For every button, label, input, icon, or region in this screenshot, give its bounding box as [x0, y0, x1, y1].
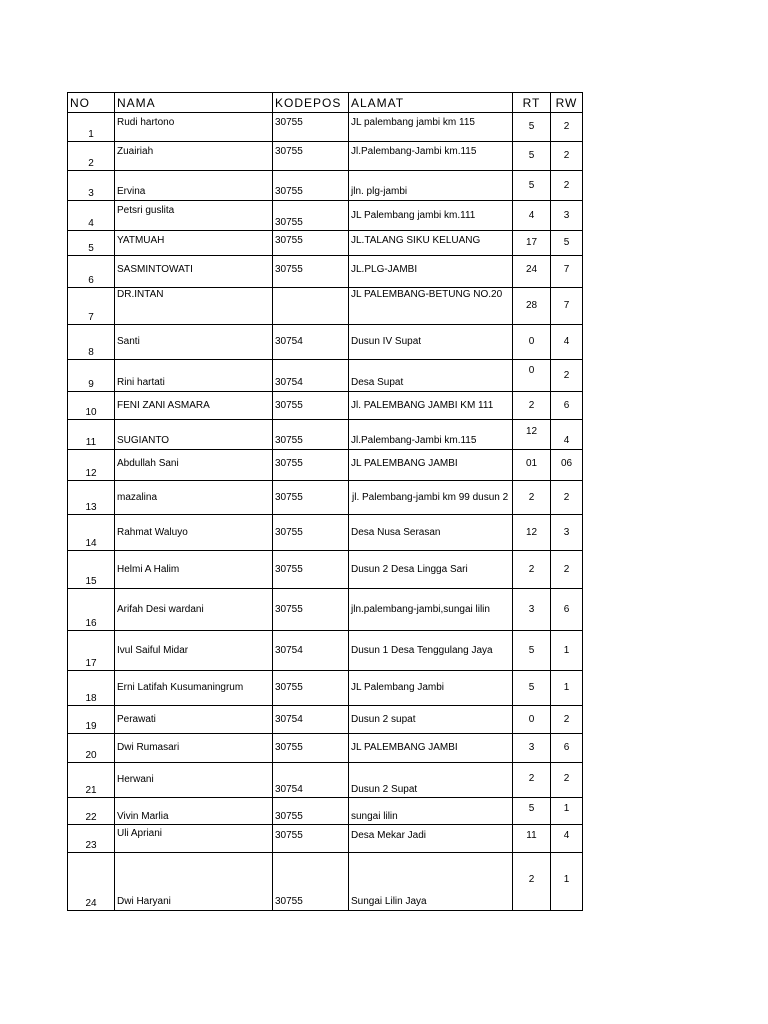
- cell-no: 9: [68, 360, 115, 392]
- cell-kodepos: 30755: [273, 256, 349, 288]
- cell-alamat: Desa Nusa Serasan: [349, 515, 513, 551]
- table-row: [68, 481, 583, 515]
- cell-kodepos: 30754: [273, 325, 349, 360]
- table-row: [68, 420, 583, 450]
- cell-rt: 5: [513, 798, 551, 825]
- cell-kodepos: 30754: [273, 763, 349, 798]
- cell-nama: Dwi Rumasari: [115, 734, 273, 763]
- cell-rw: 2: [551, 763, 583, 798]
- cell-alamat: JL PALEMBANG-BETUNG NO.20: [349, 288, 513, 325]
- cell-rw: 6: [551, 589, 583, 631]
- table-row: [68, 201, 583, 231]
- table-row: [68, 450, 583, 481]
- cell-rt: 28: [513, 288, 551, 325]
- cell-rt: 11: [513, 825, 551, 853]
- cell-alamat: Dusun 2 Desa Lingga Sari: [349, 551, 513, 589]
- table-row: [68, 825, 583, 853]
- table-row: [68, 551, 583, 589]
- cell-rt: 17: [513, 231, 551, 256]
- cell-rt: 0: [513, 706, 551, 734]
- cell-kodepos: 30755: [273, 589, 349, 631]
- cell-alamat: JL palembang jambi km 115: [349, 113, 513, 142]
- cell-alamat: Jl. PALEMBANG JAMBI KM 111: [349, 392, 513, 420]
- cell-nama: Herwani: [115, 763, 273, 798]
- cell-kodepos: 30755: [273, 392, 349, 420]
- cell-kodepos: 30755: [273, 853, 349, 911]
- table-row: [68, 798, 583, 825]
- cell-nama: Vivin Marlia: [115, 798, 273, 825]
- cell-no: 23: [68, 825, 115, 853]
- header-nama: NAMA: [115, 93, 273, 113]
- cell-rt: 5: [513, 631, 551, 671]
- table-row: [68, 360, 583, 392]
- cell-kodepos: 30755: [273, 798, 349, 825]
- table-row: [68, 231, 583, 256]
- cell-no: 10: [68, 392, 115, 420]
- cell-rw: 3: [551, 201, 583, 231]
- cell-rw: 3: [551, 515, 583, 551]
- cell-no: 3: [68, 171, 115, 201]
- cell-rw: 1: [551, 631, 583, 671]
- cell-nama: mazalina: [115, 481, 273, 515]
- cell-rt: 3: [513, 589, 551, 631]
- cell-nama: DR.INTAN: [115, 288, 273, 325]
- cell-kodepos: 30755: [273, 515, 349, 551]
- cell-no: 15: [68, 551, 115, 589]
- cell-alamat: Sungai Lilin Jaya: [349, 853, 513, 911]
- cell-alamat: jln.palembang-jambi,sungai lilin: [349, 589, 513, 631]
- cell-nama: Erni Latifah Kusumaningrum: [115, 671, 273, 706]
- cell-rw: 7: [551, 256, 583, 288]
- cell-nama: Santi: [115, 325, 273, 360]
- cell-kodepos: 30755: [273, 201, 349, 231]
- table-row: [68, 706, 583, 734]
- cell-rt: 2: [513, 853, 551, 911]
- cell-rw: 6: [551, 392, 583, 420]
- cell-kodepos: 30754: [273, 631, 349, 671]
- cell-rt: 01: [513, 450, 551, 481]
- cell-rt: 0: [513, 360, 551, 392]
- table-row: [68, 325, 583, 360]
- cell-rt: 5: [513, 142, 551, 171]
- cell-rt: 5: [513, 171, 551, 201]
- cell-no: 6: [68, 256, 115, 288]
- header-rw: RW: [551, 93, 583, 113]
- cell-rw: 4: [551, 325, 583, 360]
- cell-alamat: jln. plg-jambi: [349, 171, 513, 201]
- table-row: [68, 256, 583, 288]
- cell-no: 22: [68, 798, 115, 825]
- cell-rw: 1: [551, 853, 583, 911]
- cell-rw: 2: [551, 360, 583, 392]
- cell-nama: FENI ZANI ASMARA: [115, 392, 273, 420]
- cell-kodepos: 30755: [273, 825, 349, 853]
- cell-rw: 4: [551, 825, 583, 853]
- cell-nama: Rini hartati: [115, 360, 273, 392]
- cell-kodepos: 30754: [273, 706, 349, 734]
- cell-no: 13: [68, 481, 115, 515]
- table-row: [68, 392, 583, 420]
- cell-alamat: Desa Supat: [349, 360, 513, 392]
- cell-rt: 2: [513, 551, 551, 589]
- cell-nama: SASMINTOWATI: [115, 256, 273, 288]
- table-row: [68, 515, 583, 551]
- cell-alamat: Jl.Palembang-Jambi km.115: [349, 420, 513, 450]
- table-row: [68, 288, 583, 325]
- cell-nama: Zuairiah: [115, 142, 273, 171]
- table-row: [68, 171, 583, 201]
- cell-rw: 2: [551, 171, 583, 201]
- cell-alamat: JL Palembang jambi km.111: [349, 201, 513, 231]
- cell-rt: 2: [513, 481, 551, 515]
- cell-nama: Uli Apriani: [115, 825, 273, 853]
- header-row: [68, 93, 583, 113]
- table-row: [68, 671, 583, 706]
- cell-no: 7: [68, 288, 115, 325]
- cell-kodepos: [273, 288, 349, 325]
- cell-nama: Helmi A Halim: [115, 551, 273, 589]
- cell-nama: Arifah Desi wardani: [115, 589, 273, 631]
- cell-nama: Ivul Saiful Midar: [115, 631, 273, 671]
- cell-nama: Perawati: [115, 706, 273, 734]
- cell-rw: 6: [551, 734, 583, 763]
- cell-nama: YATMUAH: [115, 231, 273, 256]
- header-rt: RT: [513, 93, 551, 113]
- cell-rw: 2: [551, 551, 583, 589]
- cell-kodepos: 30755: [273, 481, 349, 515]
- cell-rw: 2: [551, 113, 583, 142]
- cell-no: 14: [68, 515, 115, 551]
- cell-no: 19: [68, 706, 115, 734]
- cell-rw: 2: [551, 142, 583, 171]
- cell-rt: 24: [513, 256, 551, 288]
- cell-rw: 1: [551, 671, 583, 706]
- cell-rt: 2: [513, 392, 551, 420]
- cell-alamat: JL.TALANG SIKU KELUANG: [349, 231, 513, 256]
- cell-nama: Petsri guslita: [115, 201, 273, 231]
- table-row: [68, 113, 583, 142]
- cell-nama: Ervina: [115, 171, 273, 201]
- cell-alamat: jl. Palembang-jambi km 99 dusun 2: [349, 481, 513, 515]
- cell-no: 8: [68, 325, 115, 360]
- cell-kodepos: 30755: [273, 171, 349, 201]
- cell-alamat: JL PALEMBANG JAMBI: [349, 450, 513, 481]
- header-kodepos: KODEPOS: [273, 93, 349, 113]
- cell-alamat: sungai lilin: [349, 798, 513, 825]
- cell-kodepos: 30755: [273, 450, 349, 481]
- cell-kodepos: 30755: [273, 420, 349, 450]
- cell-no: 17: [68, 631, 115, 671]
- cell-no: 2: [68, 142, 115, 171]
- cell-rw: 1: [551, 798, 583, 825]
- table-row: [68, 853, 583, 911]
- cell-alamat: Jl.Palembang-Jambi km.115: [349, 142, 513, 171]
- cell-kodepos: 30755: [273, 142, 349, 171]
- cell-rw: 2: [551, 481, 583, 515]
- table-row: [68, 763, 583, 798]
- cell-rt: 5: [513, 113, 551, 142]
- cell-rt: 5: [513, 671, 551, 706]
- cell-no: 20: [68, 734, 115, 763]
- table-row: [68, 631, 583, 671]
- cell-no: 24: [68, 853, 115, 911]
- cell-rt: 0: [513, 325, 551, 360]
- cell-nama: Rahmat Waluyo: [115, 515, 273, 551]
- cell-alamat: JL PALEMBANG JAMBI: [349, 734, 513, 763]
- cell-alamat: Dusun 2 Supat: [349, 763, 513, 798]
- header-no: NO: [68, 93, 115, 113]
- cell-alamat: Desa Mekar Jadi: [349, 825, 513, 853]
- cell-rt: 12: [513, 420, 551, 450]
- table-row: [68, 589, 583, 631]
- cell-rw: 4: [551, 420, 583, 450]
- cell-alamat: Dusun 1 Desa Tenggulang Jaya: [349, 631, 513, 671]
- cell-no: 18: [68, 671, 115, 706]
- cell-alamat: JL Palembang Jambi: [349, 671, 513, 706]
- cell-nama: SUGIANTO: [115, 420, 273, 450]
- cell-kodepos: 30754: [273, 360, 349, 392]
- cell-rw: 2: [551, 706, 583, 734]
- cell-no: 21: [68, 763, 115, 798]
- cell-nama: Dwi Haryani: [115, 853, 273, 911]
- cell-rw: 5: [551, 231, 583, 256]
- table-row: [68, 142, 583, 171]
- cell-alamat: Dusun IV Supat: [349, 325, 513, 360]
- cell-kodepos: 30755: [273, 551, 349, 589]
- cell-kodepos: 30755: [273, 231, 349, 256]
- cell-rt: 4: [513, 201, 551, 231]
- cell-rt: 2: [513, 763, 551, 798]
- data-table: [67, 92, 583, 911]
- cell-no: 5: [68, 231, 115, 256]
- cell-nama: Rudi hartono: [115, 113, 273, 142]
- header-alamat: ALAMAT: [349, 93, 513, 113]
- cell-rt: 3: [513, 734, 551, 763]
- cell-no: 1: [68, 113, 115, 142]
- cell-alamat: JL.PLG-JAMBI: [349, 256, 513, 288]
- cell-no: 12: [68, 450, 115, 481]
- cell-no: 4: [68, 201, 115, 231]
- cell-rw: 06: [551, 450, 583, 481]
- cell-kodepos: 30755: [273, 671, 349, 706]
- cell-kodepos: 30755: [273, 734, 349, 763]
- cell-rt: 12: [513, 515, 551, 551]
- cell-no: 11: [68, 420, 115, 450]
- cell-nama: Abdullah Sani: [115, 450, 273, 481]
- cell-rw: 7: [551, 288, 583, 325]
- cell-alamat: Dusun 2 supat: [349, 706, 513, 734]
- cell-no: 16: [68, 589, 115, 631]
- table-row: [68, 734, 583, 763]
- cell-kodepos: 30755: [273, 113, 349, 142]
